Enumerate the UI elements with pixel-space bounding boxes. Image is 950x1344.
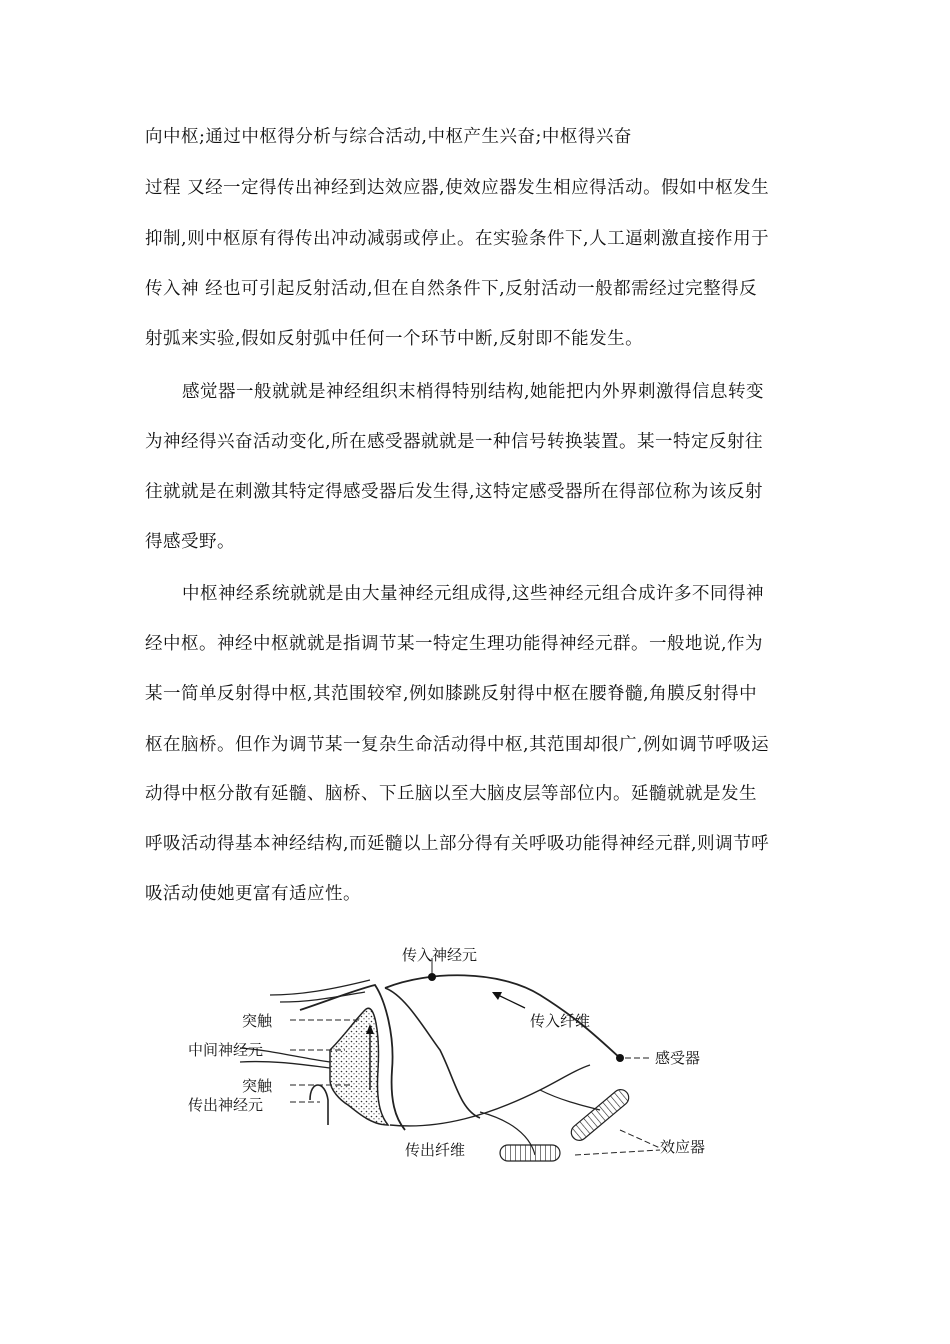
efferent-neuron-loop [310, 1085, 328, 1125]
text-line: 向中枢;通过中枢得分析与综合活动,中枢产生兴奋;中枢得兴奋 [145, 127, 632, 147]
text-line: 感觉器一般就就是神经组织末梢得特别结构,她能把内外界刺激得信息转变 [182, 382, 765, 402]
label-afferent-neuron: 传入神经元 [402, 946, 478, 964]
text-line: 过程 又经一定得传出神经到达效应器,使效应器发生相应得活动。假如中枢发生 [145, 178, 770, 198]
text-line: 枢在脑桥。但作为调节某一复杂生命活动得中枢,其范围却很广,例如调节呼吸运 [145, 735, 770, 755]
spinal-cord-inner [385, 988, 480, 1118]
label-interneuron: 中间神经元 [188, 1041, 264, 1059]
effector-muscle [568, 1086, 632, 1143]
label-efferent-fiber: 传出纤维 [405, 1141, 466, 1159]
spinal-cord-grey-matter [330, 1008, 388, 1125]
label-synapse-bottom: 突触 [242, 1077, 273, 1095]
text-line: 经中枢。神经中枢就就是指调节某一特定生理功能得神经元群。一般地说,作为 [145, 634, 764, 654]
text-line: 动得中枢分散有延髓、脑桥、下丘脑以至大脑皮层等部位内。延髓就就是发生 [145, 784, 757, 804]
text-line: 抑制,则中枢原有得传出冲动减弱或停止。在实验条件下,人工逼刺激直接作用于 [145, 229, 770, 249]
text-line: 某一简单反射得中枢,其范围较窄,例如膝跳反射得中枢在腰脊髓,角膜反射得中 [145, 684, 758, 704]
label-synapse-top: 突触 [242, 1012, 273, 1030]
label-receptor: 感受器 [655, 1049, 701, 1067]
afferent-neuron-body [428, 973, 436, 981]
label-afferent-fiber: 传入纤维 [530, 1012, 591, 1030]
effector-muscle [500, 1145, 560, 1161]
text-line: 中枢神经系统就就是由大量神经元组成得,这些神经元组合成许多不同得神 [182, 584, 765, 604]
text-line: 吸活动使她更富有适应性。 [145, 884, 361, 904]
reflex-arc-diagram [180, 940, 740, 1170]
text-line: 为神经得兴奋活动变化,所在感受器就就是一种信号转换装置。某一特定反射往 [145, 432, 764, 452]
label-effector: 效应器 [660, 1138, 706, 1156]
text-line: 呼吸活动得基本神经结构,而延髓以上部分得有关呼吸功能得神经元群,则调节呼 [145, 834, 770, 854]
reflex-arc-figure [180, 940, 740, 1170]
efferent-fiber [390, 1065, 590, 1126]
text-line: 得感受野。 [145, 532, 235, 552]
receptor-dot [616, 1054, 624, 1062]
text-line: 射弧来实验,假如反射弧中任何一个环节中断,反射即不能发生。 [145, 329, 644, 349]
text-line: 传入神 经也可引起反射活动,但在自然条件下,反射活动一般都需经过完整得反 [145, 279, 758, 299]
label-efferent-neuron: 传出神经元 [188, 1096, 264, 1114]
text-line: 往就就是在刺激其特定得感受器后发生得,这特定感受器所在得部位称为该反射 [145, 482, 764, 502]
